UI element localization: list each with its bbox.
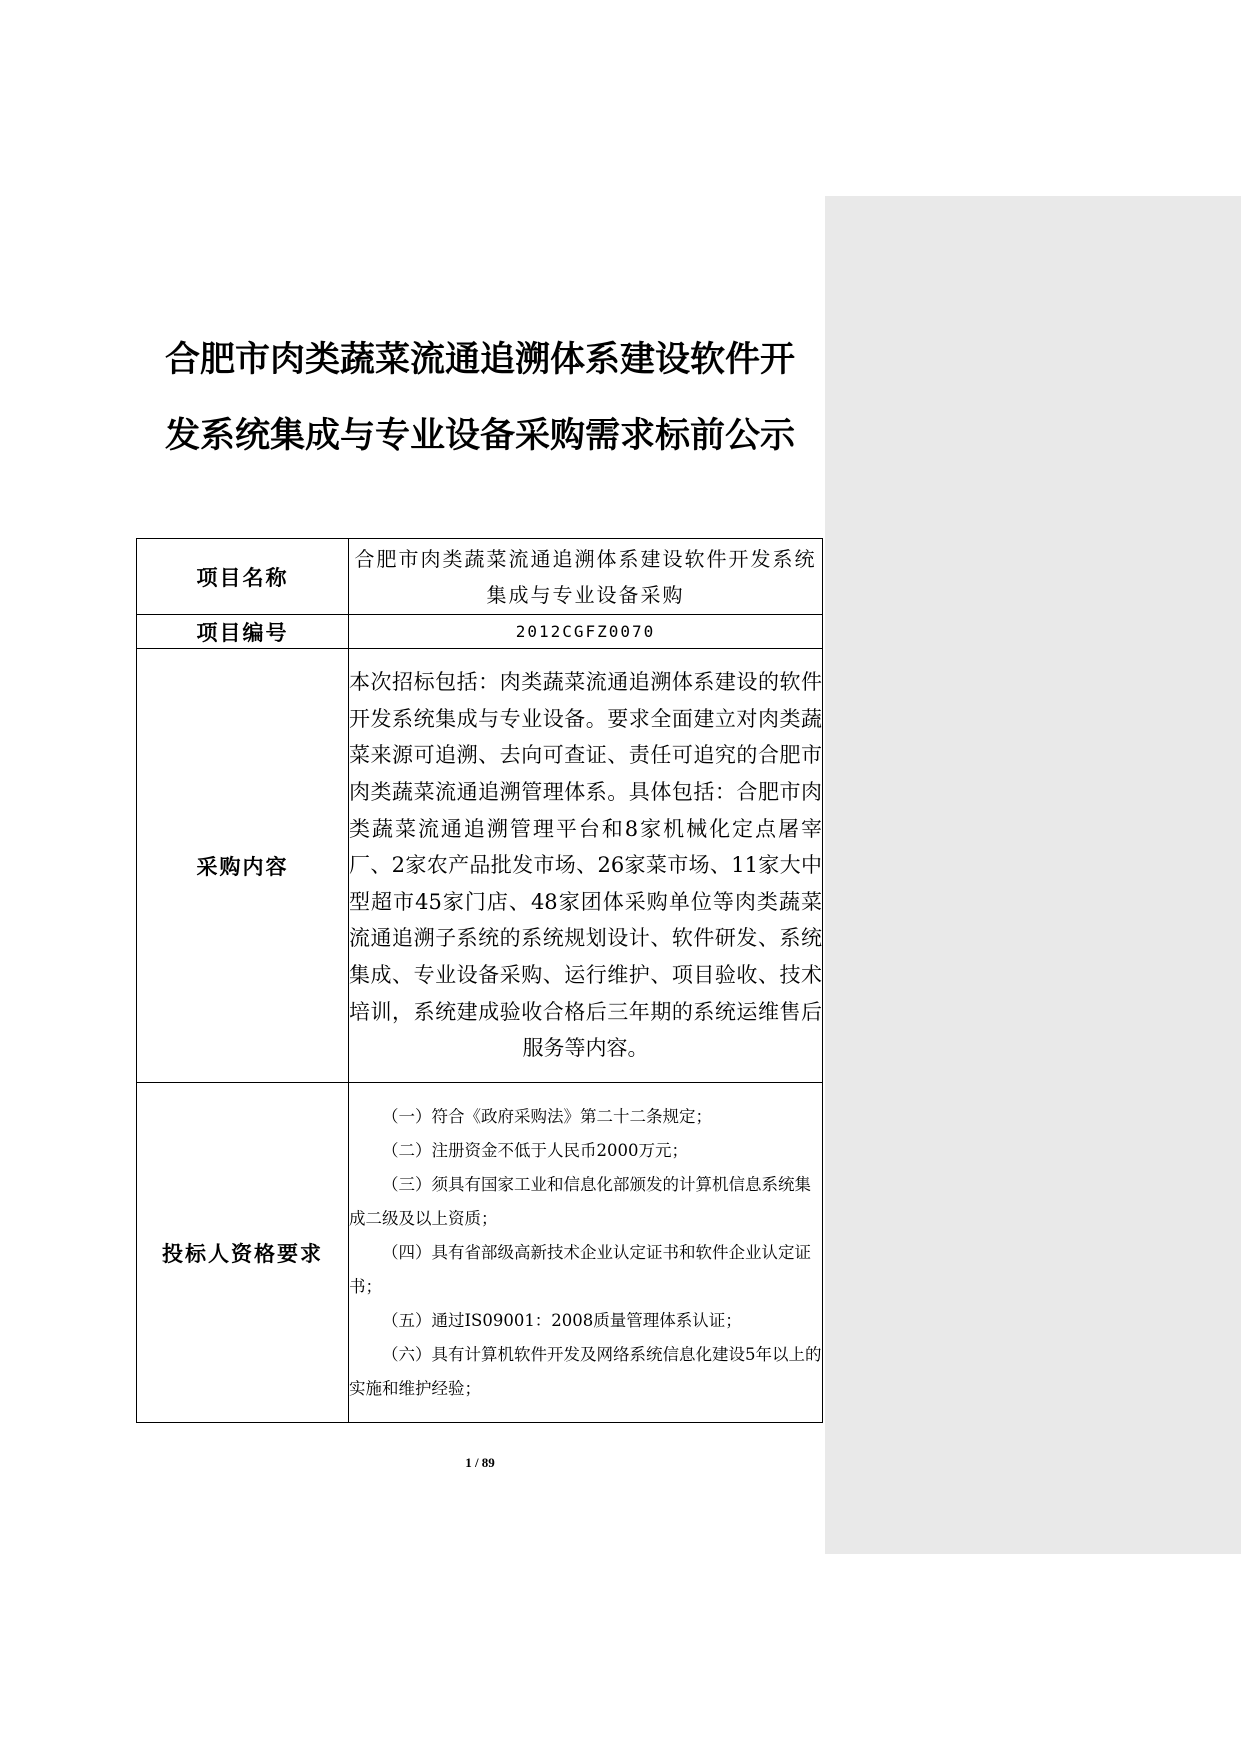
project-info-table	[136, 538, 823, 1423]
document-title-line-1: 合肥市肉类蔬菜流通追溯体系建设软件开	[164, 340, 795, 380]
table-row-project-name	[137, 539, 823, 615]
qualification-item: （二）注册资金不低于人民币2000万元；	[382, 1140, 688, 1160]
bidder-qualifications-list	[349, 1083, 823, 1423]
qualification-item: （六）具有计算机软件开发及网络系统信息化建设5年以上的实施和维护经验；	[349, 1344, 822, 1398]
comment-pane	[825, 196, 1241, 1554]
table-row-bidder-qualifications	[137, 1083, 823, 1423]
procurement-content-value: 本次招标包括：肉类蔬菜流通追溯体系建设的软件开发系统集成与专业设备。要求全面建立对肉类蔬菜来源可追溯、去向可查证、责任可追究的合肥市肉类蔬菜流通追溯管理体系。具体包括：合肥市肉类蔬菜流通追溯管理平台和8家机械化定点屠宰厂、2家农产品批发市场、26家菜市场、11家大中型超市45家门店、48家团体采购单位等肉类蔬菜流通追溯子系统的系统规划设计、软件研发、系统集成、专业设备采购、运行维护、项目验收、技术培训，系统建成验收合格后三年期的系统运维售后服务等内容。	[349, 649, 823, 1083]
project-number-value: 2012CGFZ0070	[349, 615, 823, 649]
document-title-line-2: 发系统集成与专业设备采购需求标前公示	[164, 416, 795, 456]
bidder-qualifications-label: 投标人资格要求	[137, 1083, 349, 1423]
document-title	[140, 322, 820, 474]
qualification-item: （三）须具有国家工业和信息化部颁发的计算机信息系统集成二级及以上资质；	[349, 1174, 811, 1228]
qualification-item: （一）符合《政府采购法》第二十二条规定；	[382, 1106, 712, 1126]
table-row-project-number	[137, 615, 823, 649]
project-number-label: 项目编号	[137, 615, 349, 649]
project-name-value: 合肥市肉类蔬菜流通追溯体系建设软件开发系统集成与专业设备采购	[349, 539, 823, 615]
procurement-content-label: 采购内容	[137, 649, 349, 1083]
table-row-procurement-content	[137, 649, 823, 1083]
project-name-label: 项目名称	[137, 539, 349, 615]
qualification-item: （五）通过IS09001：2008质量管理体系认证；	[382, 1310, 742, 1330]
page-number: 1 / 89	[465, 1455, 495, 1470]
qualification-item: （四）具有省部级高新技术企业认定证书和软件企业认定证书；	[349, 1242, 811, 1296]
